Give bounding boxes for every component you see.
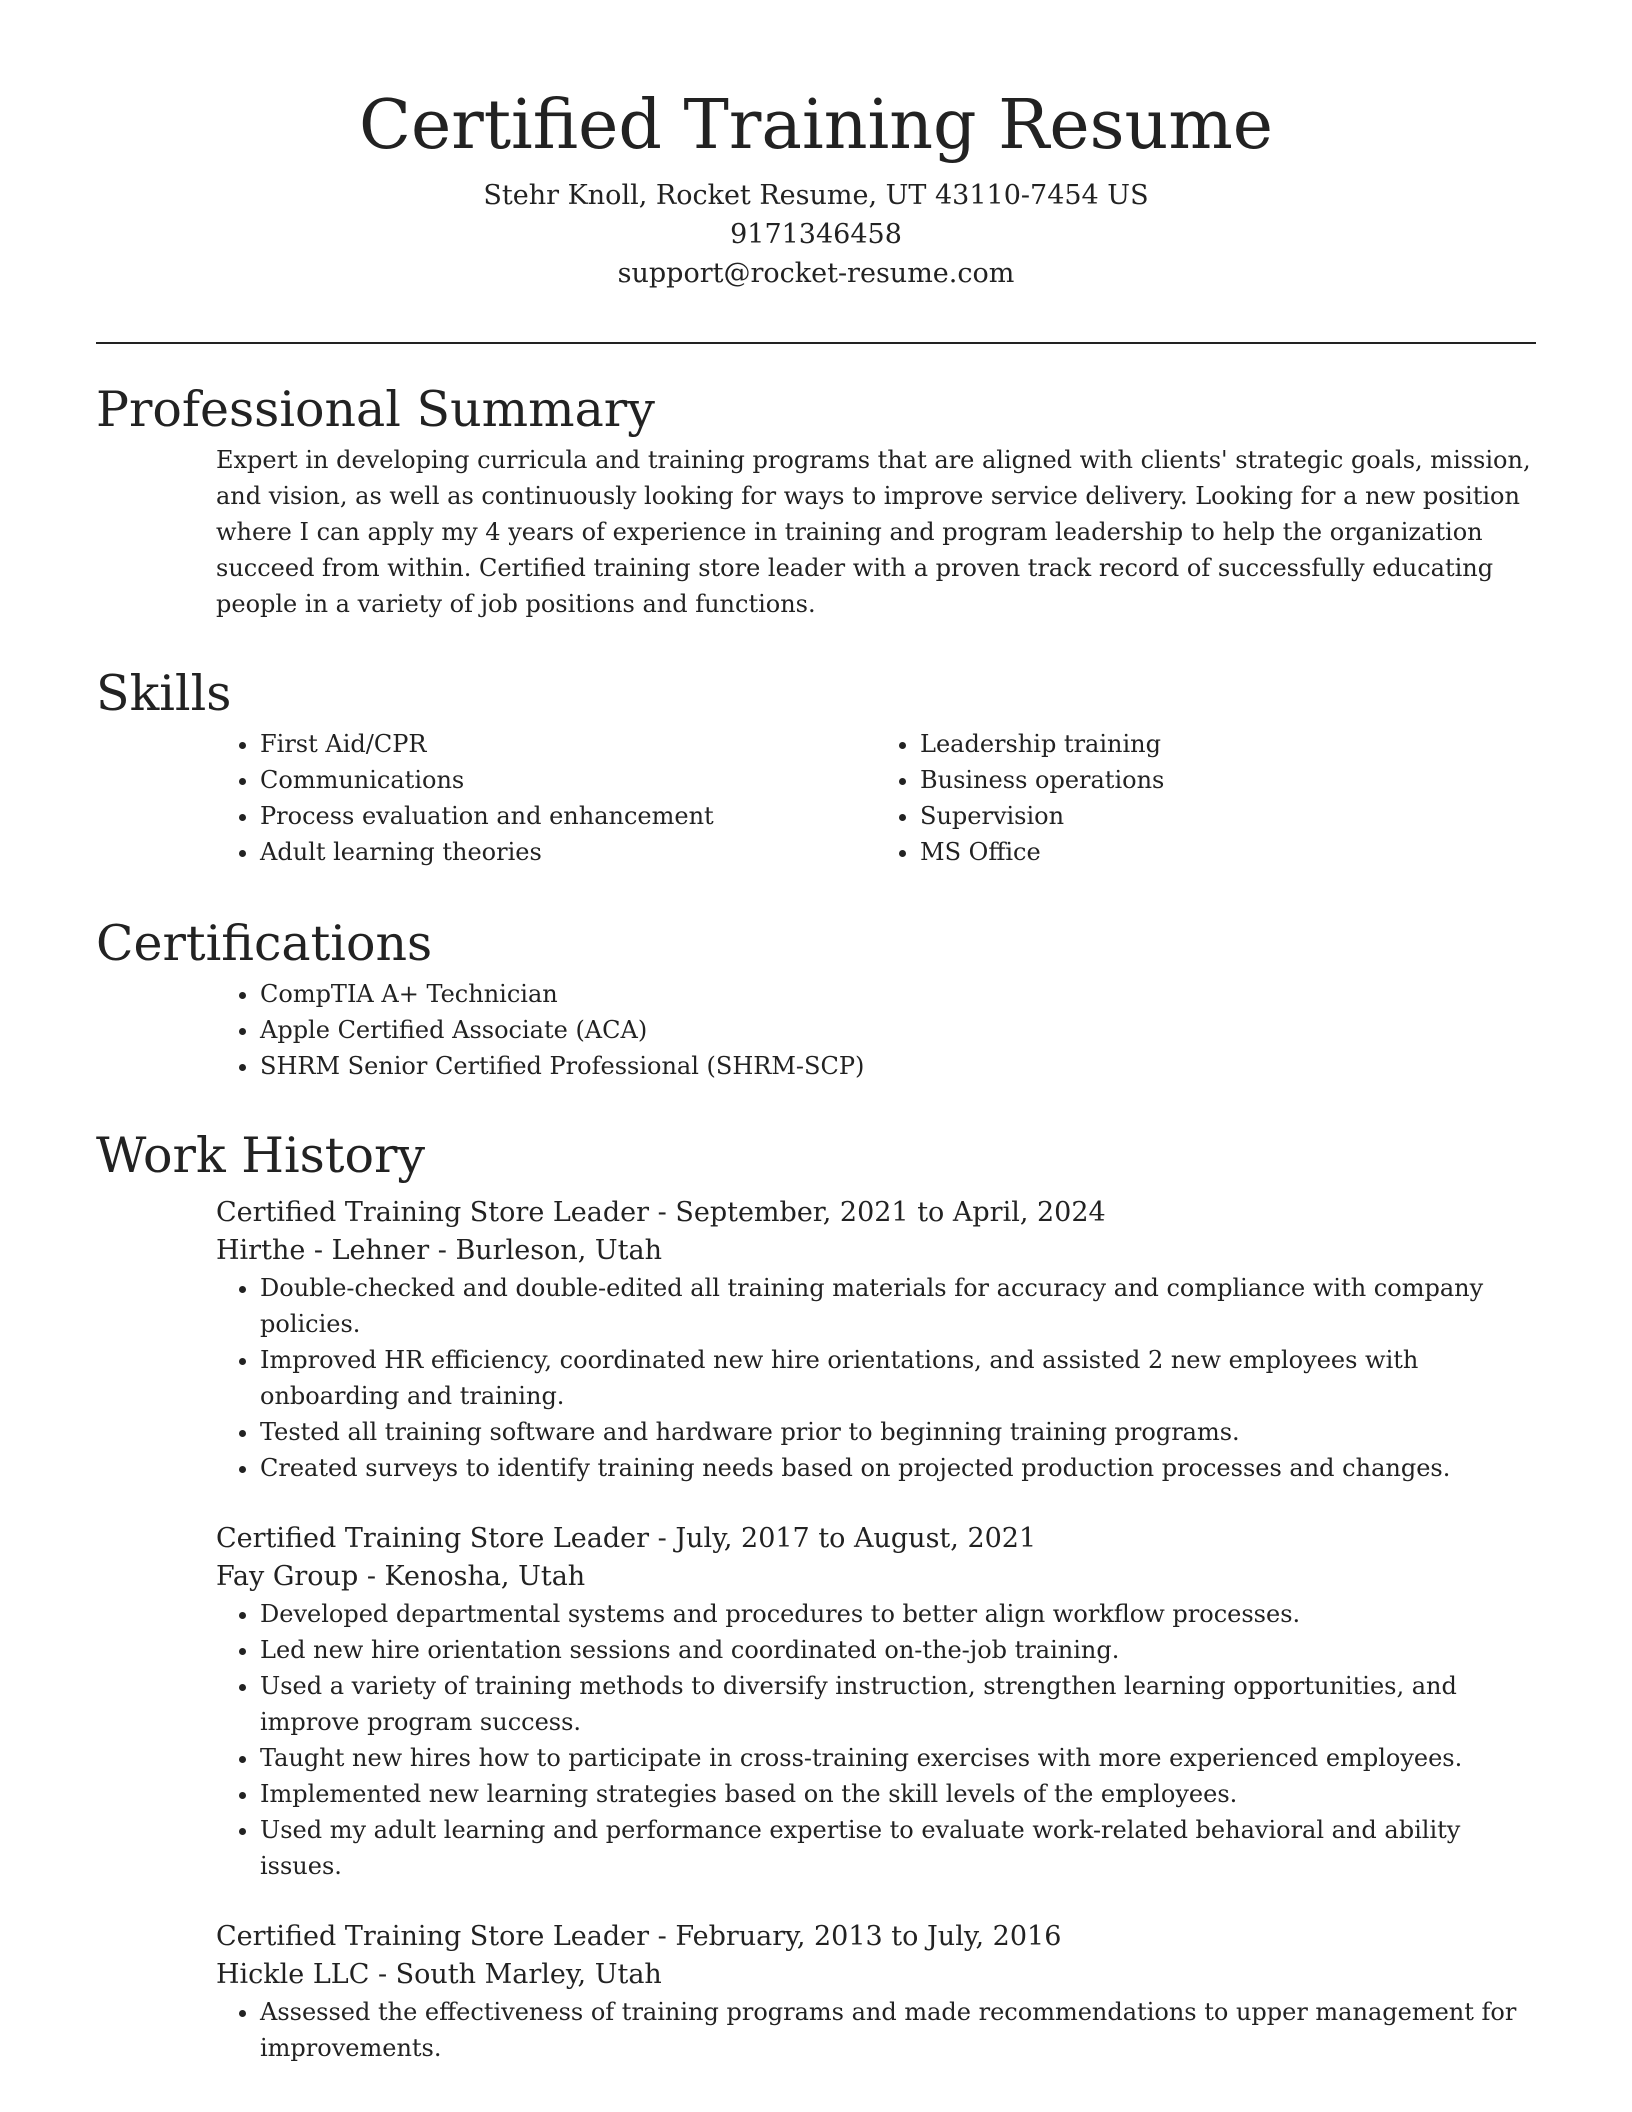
summary-section: [96, 380, 1536, 622]
job-bullet: • Implemented new learning strategies based on the skill levels of the employees.: [260, 1776, 1536, 1812]
certification-item: • Apple Certified Associate (ACA): [260, 1012, 1536, 1048]
job-entry: [216, 1918, 1536, 2066]
skills-section: [96, 664, 1536, 870]
job-bullets: [216, 1994, 1536, 2066]
job-bullet: • Assessed the effectiveness of training programs and made recommendations to upper management for improvements.: [260, 1994, 1536, 2066]
skill-item: • Business operations: [920, 762, 1536, 798]
skill-item: • Communications: [260, 762, 876, 798]
summary-heading: Professional Summary: [96, 381, 655, 438]
skills-heading: Skills: [96, 665, 232, 722]
skill-item: • Adult learning theories: [260, 834, 876, 870]
job-employer: Hirthe - Lehner - Burleson, Utah: [216, 1235, 662, 1266]
job-bullet: • Used a variety of training methods to diversify instruction, strengthen learning opportunities, and improve program success.: [260, 1668, 1536, 1740]
job-bullet: • Developed departmental systems and procedures to better align workflow processes.: [260, 1596, 1536, 1632]
job-bullet: • Created surveys to identify training needs based on projected production processes and changes.: [260, 1450, 1536, 1486]
job-entry: [216, 1520, 1536, 1884]
job-title: Certified Training Store Leader - July, 2017 to August, 2021: [216, 1523, 1037, 1554]
job-bullet: • Used my adult learning and performance expertise to evaluate work-related behavioral and ability issues.: [260, 1812, 1536, 1884]
header-divider: [96, 342, 1536, 344]
resume-title: Certified Training Resume: [358, 86, 1274, 165]
job-bullets: [216, 1270, 1536, 1486]
contact-block: [0, 176, 1632, 293]
contact-email: support@rocket-resume.com: [617, 258, 1015, 289]
resume-header: [0, 0, 1632, 293]
certifications-section: [96, 914, 1536, 1084]
job-bullet: • Double-checked and double-edited all training materials for accuracy and compliance with company policies.: [260, 1270, 1536, 1342]
job-employer: Hickle LLC - South Marley, Utah: [216, 1959, 662, 1990]
skills-list-right: [876, 726, 1536, 870]
summary-text: Expert in developing curricula and training programs that are aligned with clients' strategic goals, mission, and vision, as well as continuously looking for ways to improve service delivery. Looking for a new position where I can apply my 4 years of experience in training and program leadership to help the organization succeed from within. Certified training store leader with a proven track record of successfully educating people in a variety of job positions and functions.: [216, 446, 1531, 618]
contact-address: Stehr Knoll, Rocket Resume, UT 43110-7454 US: [483, 180, 1149, 211]
job-bullet: • Led new hire orientation sessions and coordinated on-the-job training.: [260, 1632, 1536, 1668]
skill-item: • MS Office: [920, 834, 1536, 870]
skill-item: • Supervision: [920, 798, 1536, 834]
job-entry: [216, 1194, 1536, 1486]
skill-item: • First Aid/CPR: [260, 726, 876, 762]
skill-item: • Process evaluation and enhancement: [260, 798, 876, 834]
skills-list-left: [216, 726, 876, 870]
job-bullets: [216, 1596, 1536, 1884]
job-employer: Fay Group - Kenosha, Utah: [216, 1561, 586, 1592]
job-bullet: • Improved HR efficiency, coordinated new hire orientations, and assisted 2 new employees with onboarding and training.: [260, 1342, 1536, 1414]
certification-item: • CompTIA A+ Technician: [260, 976, 1536, 1012]
work-history-heading: Work History: [96, 1127, 426, 1184]
job-bullet: • Tested all training software and hardware prior to beginning training programs.: [260, 1414, 1536, 1450]
job-title: Certified Training Store Leader - September, 2021 to April, 2024: [216, 1197, 1106, 1228]
skill-item: • Leadership training: [920, 726, 1536, 762]
contact-phone: 9171346458: [730, 219, 902, 250]
certifications-heading: Certifications: [96, 915, 433, 972]
certifications-list: [216, 976, 1536, 1084]
certification-item: • SHRM Senior Certified Professional (SHRM-SCP): [260, 1048, 1536, 1084]
work-history-section: [96, 1126, 1536, 2100]
job-title: Certified Training Store Leader - February, 2013 to July, 2016: [216, 1921, 1062, 1952]
job-bullet: • Taught new hires how to participate in cross-training exercises with more experienced employees.: [260, 1740, 1536, 1776]
